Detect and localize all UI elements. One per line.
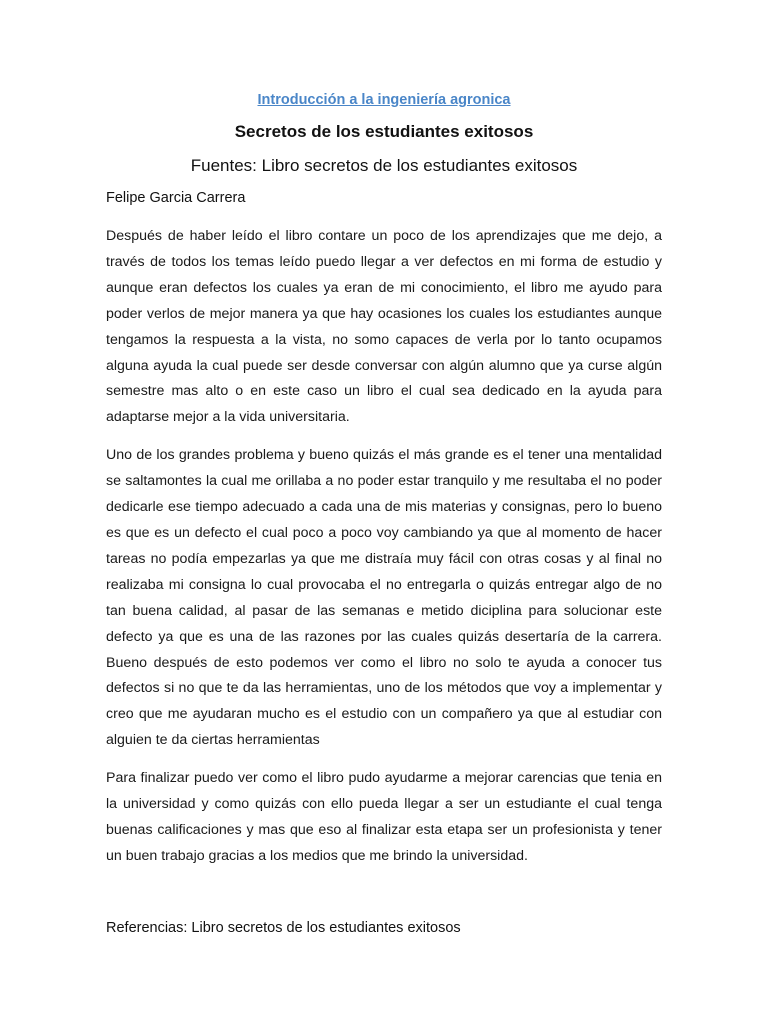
document-content xyxy=(106,88,662,940)
document-title: Secretos de los estudiantes exitosos xyxy=(234,122,534,141)
course-title-link[interactable]: Introducción a la ingeniería agronica xyxy=(257,92,511,108)
author-name: Felipe Garcia Carrera xyxy=(106,190,246,206)
sources-heading: Fuentes: Libro secretos de los estudiantes exitosos xyxy=(190,156,578,175)
references-line: Referencias: Libro secretos de los estudiantes exitosos xyxy=(106,919,461,936)
body-paragraph-1: Después de haber leído el libro contare un poco de los aprendizajes que me dejo, a través de todos los temas leído puedo llegar a ver defectos en mi forma de estudio y aunque eran defectos los cuales ya eran de mi conocimiento, el libro me ayudo para poder verlos de mejor manera ya que hay ocasiones los cuales los estudiantes aunque tengamos la respuesta a la vista, no somo capaces de verla por lo tanto ocupamos alguna ayuda la cual puede ser desde conversar con algún alumno que ya curse algún semestre mas alto o en este caso un libro el cual sea dedicado en la ayuda para adaptarse mejor a la vida universitaria. xyxy=(106,228,662,426)
body-paragraph-2: Uno de los grandes problema y bueno quizás el más grande es el tener una mentalidad se saltamontes la cual me orillaba a no poder estar tranquilo y me resultaba el no poder dedicarle ese tiempo adecuado a cada una de mis materias y consignas, pero lo bueno es que es un defecto el cual poco a poco voy cambiando ya que al momento de hacer tareas no podía empezarlas ya que me distraía muy fácil con otras cosas y al final no realizaba mi consigna lo cual provocaba el no entregarla o quizás entregar algo de no tan buena calidad, al pasar de las semanas e metido diciplina para solucionar este defecto ya que es una de las razones por las cuales quizás desertaría de la carrera. Bueno después de esto podemos ver como el libro no solo te ayuda a conocer tus defectos si no que te da las herramientas, uno de los métodos que voy a implementar y creo que me ayudaran mucho es el estudio con un compañero ya que al estudiar con alguien te da ciertas herramientas xyxy=(106,447,662,749)
body-paragraph-3: Para finalizar puedo ver como el libro pudo ayudarme a mejorar carencias que tenia en la universidad y como quizás con ello pueda llegar a ser un estudiante el cual tenga buenas calificaciones y mas que eso al finalizar esta etapa ser un profesionista y tener un buen trabajo gracias a los medios que me brindo la universidad. xyxy=(106,770,662,864)
